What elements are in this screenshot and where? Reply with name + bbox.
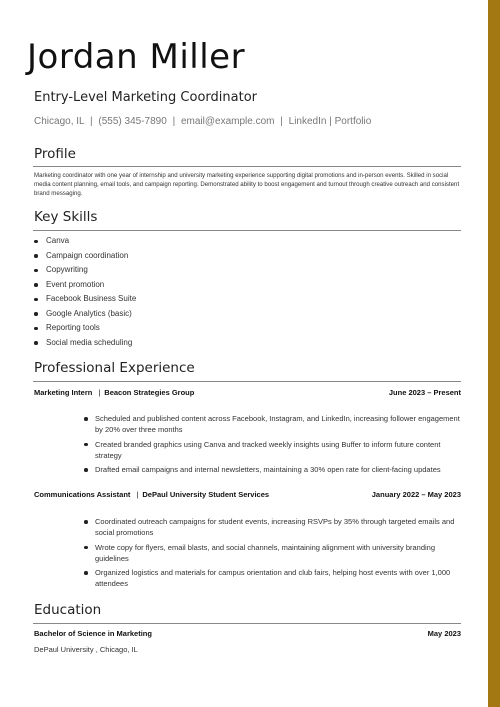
contact-email[interactable]: email@example.com: [180, 116, 275, 127]
education-header: [34, 629, 461, 638]
skill-item: Google Analytics (basic): [34, 307, 136, 322]
job-dates: January 2022 – May 2023: [371, 490, 461, 499]
section-divider: [33, 230, 461, 231]
skills-list: [34, 234, 136, 350]
contact-phone: (555) 345-7890: [98, 116, 167, 127]
job-bullet: Coordinated outreach campaigns for student events, increasing RSVPs by 35% through targeted emails and social promotions: [84, 516, 462, 538]
job-header: [34, 490, 461, 499]
skill-item: Reporting tools: [34, 321, 136, 336]
section-title-education: Education: [34, 602, 102, 618]
job-bullet: Scheduled and published content across Facebook, Instagram, and LinkedIn, increasing follower engagement by 20% over three months: [84, 413, 462, 435]
skill-item: Facebook Business Suite: [34, 292, 136, 307]
section-divider: [33, 623, 461, 624]
education-date: May 2023: [427, 629, 461, 638]
education-degree: Bachelor of Science in Marketing: [34, 629, 152, 638]
contact-location: Chicago, IL: [34, 116, 85, 127]
job-bullet: Drafted email campaigns and internal newsletters, maintaining a 30% open rate for client-facing updates: [84, 464, 462, 475]
skill-item: Canva: [34, 234, 136, 249]
contact-line: [34, 116, 371, 127]
skill-item: Social media scheduling: [34, 336, 136, 351]
section-divider: [33, 166, 461, 167]
job-company: DePaul University Student Services: [142, 490, 270, 499]
contact-separator: |: [172, 116, 176, 127]
job-title-line: Marketing Intern | Beacon Strategies Group: [34, 388, 195, 397]
education-school: DePaul University , Chicago, IL: [34, 645, 138, 654]
candidate-role: Entry-Level Marketing Coordinator: [34, 90, 257, 105]
job-title-line: Communications Assistant | DePaul University Student Services: [34, 490, 270, 499]
section-divider: [33, 381, 461, 382]
job-dates: June 2023 – Present: [388, 388, 461, 397]
candidate-name: Jordan Miller: [27, 37, 246, 77]
job-company: Beacon Strategies Group: [104, 388, 195, 397]
section-title-skills: Key Skills: [34, 209, 98, 225]
job-bullet: Organized logistics and materials for campus orientation and club fairs, helping host events with over 1,000 attendees: [84, 567, 462, 589]
skill-item: Event promotion: [34, 278, 136, 293]
skill-item: Copywriting: [34, 263, 136, 278]
contact-links[interactable]: LinkedIn | Portfolio: [288, 116, 372, 127]
job-position: Communications Assistant: [34, 490, 131, 499]
skill-item: Campaign coordination: [34, 249, 136, 264]
job-bullet: Wrote copy for flyers, email blasts, and social channels, maintaining alignment with university branding guidelines: [84, 542, 462, 564]
job-header: [34, 388, 461, 397]
profile-summary: Marketing coordinator with one year of internship and university marketing experience supporting digital promotions and in-person events. Skilled in social media content planning, email tools, and campaign reporting. Demonstrated ability to boost engagement and turnout through creative outreach and consistent brand messaging.: [34, 172, 460, 198]
section-title-experience: Professional Experience: [34, 360, 195, 376]
section-title-profile: Profile: [34, 146, 76, 162]
job-bullet: Created branded graphics using Canva and tracked weekly insights using Buffer to inform future content strategy: [84, 439, 462, 461]
job-position: Marketing Intern: [34, 388, 93, 397]
accent-side-bar: [488, 0, 500, 707]
job-bullets: [84, 516, 462, 593]
contact-separator: |: [90, 116, 93, 127]
job-bullets: [84, 413, 462, 479]
contact-separator: |: [280, 116, 283, 127]
